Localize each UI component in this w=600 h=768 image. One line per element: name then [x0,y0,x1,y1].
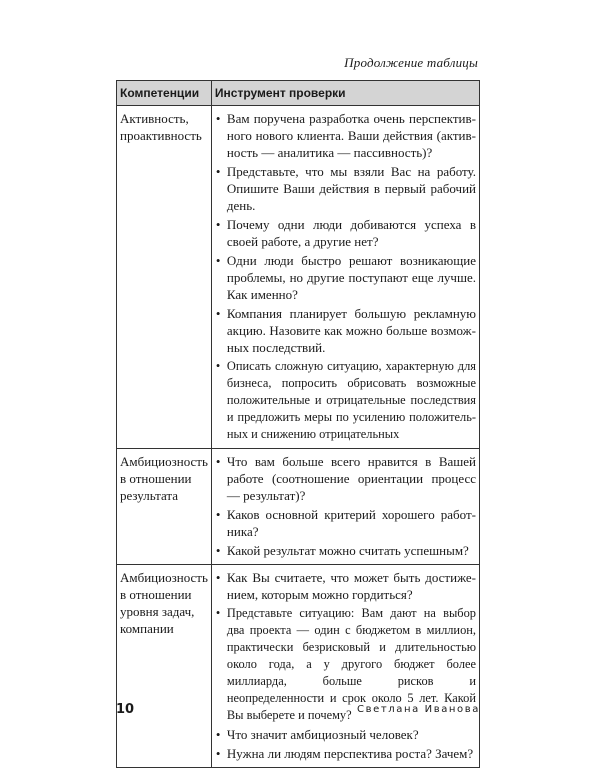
list-item: • Вам поручена разработка очень перспективного нового клиента. Ваши действия (активность — аналитика — пассивность)? [215,111,476,160]
bullet-icon: • [215,306,221,321]
list-item: • Представьте ситуацию: Вам дают на выбор два проекта — один с бюджетом в миллион, практически безрисковый и длительностью около года, а у другого бюджет более миллиарда, больше рисков и неопределенности и срок около 5 лет. Какой Вы выберете и почему? [215,606,476,722]
column-header-instrument: Инструмент проверки [211,81,479,106]
list-item: • Нужна ли людям перспектива роста? Зачем? [215,746,474,761]
page-number: 10 [116,702,135,717]
list-item: • Почему одни люди добиваются успеха в своей работе, а другие нет? [215,217,476,249]
bullet-icon: • [215,570,221,585]
competency-cell: Амбициозность в отношении уровня задач, компании [117,565,212,768]
list-item: • Компания планирует большую рекламную акцию. Назовите как можно больше возможных последствий. [215,306,476,355]
list-item: • Одни люди быстро решают возникающие проблемы, но другие поступают еще лучше. Как именно? [215,253,476,302]
bullet-icon: • [215,727,221,742]
bullet-icon: • [215,217,221,232]
bullet-icon: • [215,359,221,373]
instrument-cell [211,565,479,768]
bullet-icon: • [215,606,221,620]
list-item: • Какой результат можно считать успешным? [215,543,469,558]
instrument-cell [211,106,479,449]
bullet-icon: • [215,164,221,179]
question-list [215,110,476,443]
bullet-icon: • [215,507,221,522]
list-item: • Что вам больше всего нравится в Вашей работе (соотношение ориентации процесс — результат)? [215,454,476,503]
list-item: • Как Вы считаете, что может быть достижением, которым можно гордиться? [215,570,476,602]
list-item: • Представьте, что мы взяли Вас на работу. Опишите Ваши действия в первый рабочий день. [215,164,476,213]
question-list [215,569,476,762]
competency-table [116,80,480,768]
bullet-icon: • [215,253,221,268]
bullet-icon: • [215,454,221,469]
continuation-caption: Продолжение таблицы [344,55,478,70]
competency-cell: Амбициозность в отношении результата [117,449,212,565]
bullet-icon: • [215,746,221,761]
table-row [117,106,480,449]
bullet-icon: • [215,111,221,126]
column-header-competencies: Компетенции [117,81,212,106]
list-item: • Описать сложную ситуацию, характерную для бизнеса, попросить обрисовать возможные положительные и отрицательные последствия и предложить меры по усилению положительных и снижению отрицательных [215,359,476,441]
list-item: • Что значит амбициозный человек? [215,727,419,742]
list-item: • Каков основной критерий хорошего работника? [215,507,476,539]
competency-cell: Активность, проактивность [117,106,212,449]
question-list [215,453,476,559]
instrument-cell [211,449,479,565]
table-header-row [117,81,480,106]
table-row [117,565,480,768]
bullet-icon: • [215,543,221,558]
running-footer-author: Светлана Иванова [357,704,480,715]
table-row [117,449,480,565]
